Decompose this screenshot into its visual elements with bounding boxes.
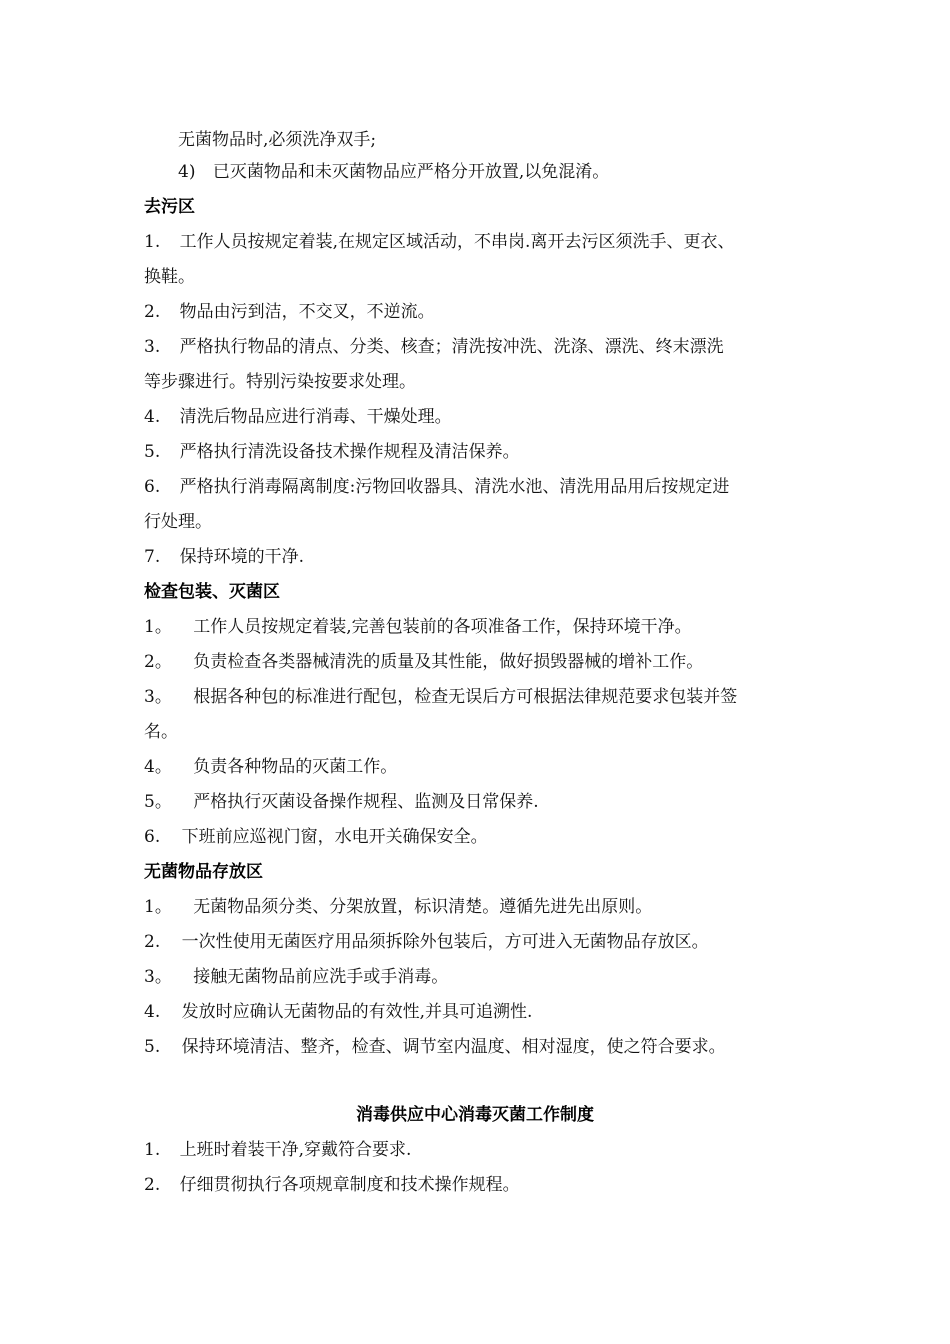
- item-text: 工作人员按规定着装,完善包装前的各项准备工作，保持环境干净。: [193, 617, 692, 637]
- list-item-continuation: 换鞋。: [144, 267, 195, 287]
- section-heading-decontamination: 去污区: [144, 197, 195, 217]
- item-number: 5.: [144, 442, 161, 462]
- list-item: [144, 791, 539, 813]
- item-number: 1.: [144, 1140, 161, 1160]
- list-item: [144, 966, 448, 988]
- section-heading-sterile-storage: 无菌物品存放区: [144, 862, 263, 882]
- item-number: 6.: [144, 477, 161, 497]
- item-text: 下班前应巡视门窗，水电开关确保安全。: [181, 827, 488, 847]
- list-item: [144, 441, 520, 463]
- list-item: [144, 336, 724, 358]
- item-text: 已灭菌物品和未灭菌物品应严格分开放置,以免混淆。: [212, 162, 610, 182]
- section-heading-packing-sterilization: 检查包装、灭菌区: [144, 582, 280, 602]
- list-item: [144, 826, 488, 848]
- item-number: 4.: [144, 1002, 161, 1022]
- intro-item-4: [178, 161, 609, 183]
- intro-line-1: 无菌物品时,必须洗净双手;: [178, 130, 377, 150]
- item-number: 4.: [144, 407, 161, 427]
- list-item: [144, 406, 452, 428]
- item-text: 负责各种物品的灭菌工作。: [193, 757, 398, 777]
- item-text: 一次性使用无菌医疗用品须拆除外包装后，方可进入无菌物品存放区。: [181, 932, 709, 952]
- list-item: [144, 931, 709, 953]
- item-text: 保持环境的干净.: [179, 547, 305, 567]
- item-text: 根据各种包的标准进行配包，检查无误后方可根据法律规范要求包装并签: [193, 687, 738, 707]
- item-text: 严格执行灭菌设备操作规程、监测及日常保养.: [193, 792, 539, 812]
- list-item: [144, 616, 692, 638]
- item-text: 保持环境清洁、整齐，检查、调节室内温度、相对湿度，使之符合要求。: [181, 1037, 726, 1057]
- item-number: 5.: [144, 1037, 161, 1057]
- item-number: 2.: [144, 302, 161, 322]
- item-text: 无菌物品须分类、分架放置，标识清楚。遵循先进先出原则。: [193, 897, 653, 917]
- item-text: 发放时应确认无菌物品的有效性,并具可追溯性.: [181, 1002, 533, 1022]
- list-item-continuation: 行处理。: [144, 512, 212, 532]
- item-number: 3。: [144, 967, 172, 987]
- policy-title: 消毒供应中心消毒灭菌工作制度: [356, 1105, 594, 1125]
- list-item: [144, 476, 729, 498]
- item-number: 3.: [144, 337, 161, 357]
- item-text: 仔细贯彻执行各项规章制度和技术操作规程。: [179, 1175, 520, 1195]
- list-item: [144, 301, 435, 323]
- item-text: 接触无菌物品前应洗手或手消毒。: [193, 967, 449, 987]
- item-number: 2.: [144, 932, 161, 952]
- list-item: [144, 1174, 520, 1196]
- item-number: 2。: [144, 652, 172, 672]
- list-item: [144, 756, 397, 778]
- item-text: 工作人员按规定着装,在规定区域活动，不串岗.离开去污区须洗手、更衣、: [179, 232, 735, 252]
- item-text: 负责检查各类器械清洗的质量及其性能，做好损毁器械的增补工作。: [193, 652, 704, 672]
- item-text: 上班时着装干净,穿戴符合要求.: [179, 1140, 412, 1160]
- item-text: 严格执行清洗设备技术操作规程及清洁保养。: [179, 442, 520, 462]
- list-item: [144, 1139, 411, 1161]
- list-item: [144, 896, 652, 918]
- item-text: 严格执行物品的清点、分类、核查；清洗按冲洗、洗涤、漂洗、终末漂洗: [179, 337, 724, 357]
- item-number: 4): [178, 162, 196, 182]
- item-text: 严格执行消毒隔离制度:污物回收器具、清洗水池、清洗用品用后按规定进: [179, 477, 730, 497]
- list-item-continuation: 等步骤进行。特别污染按要求处理。: [144, 372, 416, 392]
- list-item: [144, 651, 703, 673]
- list-item-continuation: 名。: [144, 722, 178, 742]
- item-number: 5。: [144, 792, 172, 812]
- item-number: 1。: [144, 897, 172, 917]
- item-text: 清洗后物品应进行消毒、干燥处理。: [179, 407, 452, 427]
- item-number: 4。: [144, 757, 172, 777]
- list-item: [144, 231, 734, 253]
- item-number: 1。: [144, 617, 172, 637]
- item-number: 7.: [144, 547, 161, 567]
- item-number: 6.: [144, 827, 161, 847]
- list-item: [144, 546, 304, 568]
- item-number: 2.: [144, 1175, 161, 1195]
- list-item: [144, 686, 737, 708]
- list-item: [144, 1001, 532, 1023]
- item-number: 3。: [144, 687, 172, 707]
- item-text: 物品由污到洁，不交叉，不逆流。: [179, 302, 435, 322]
- item-number: 1.: [144, 232, 161, 252]
- list-item: [144, 1036, 726, 1058]
